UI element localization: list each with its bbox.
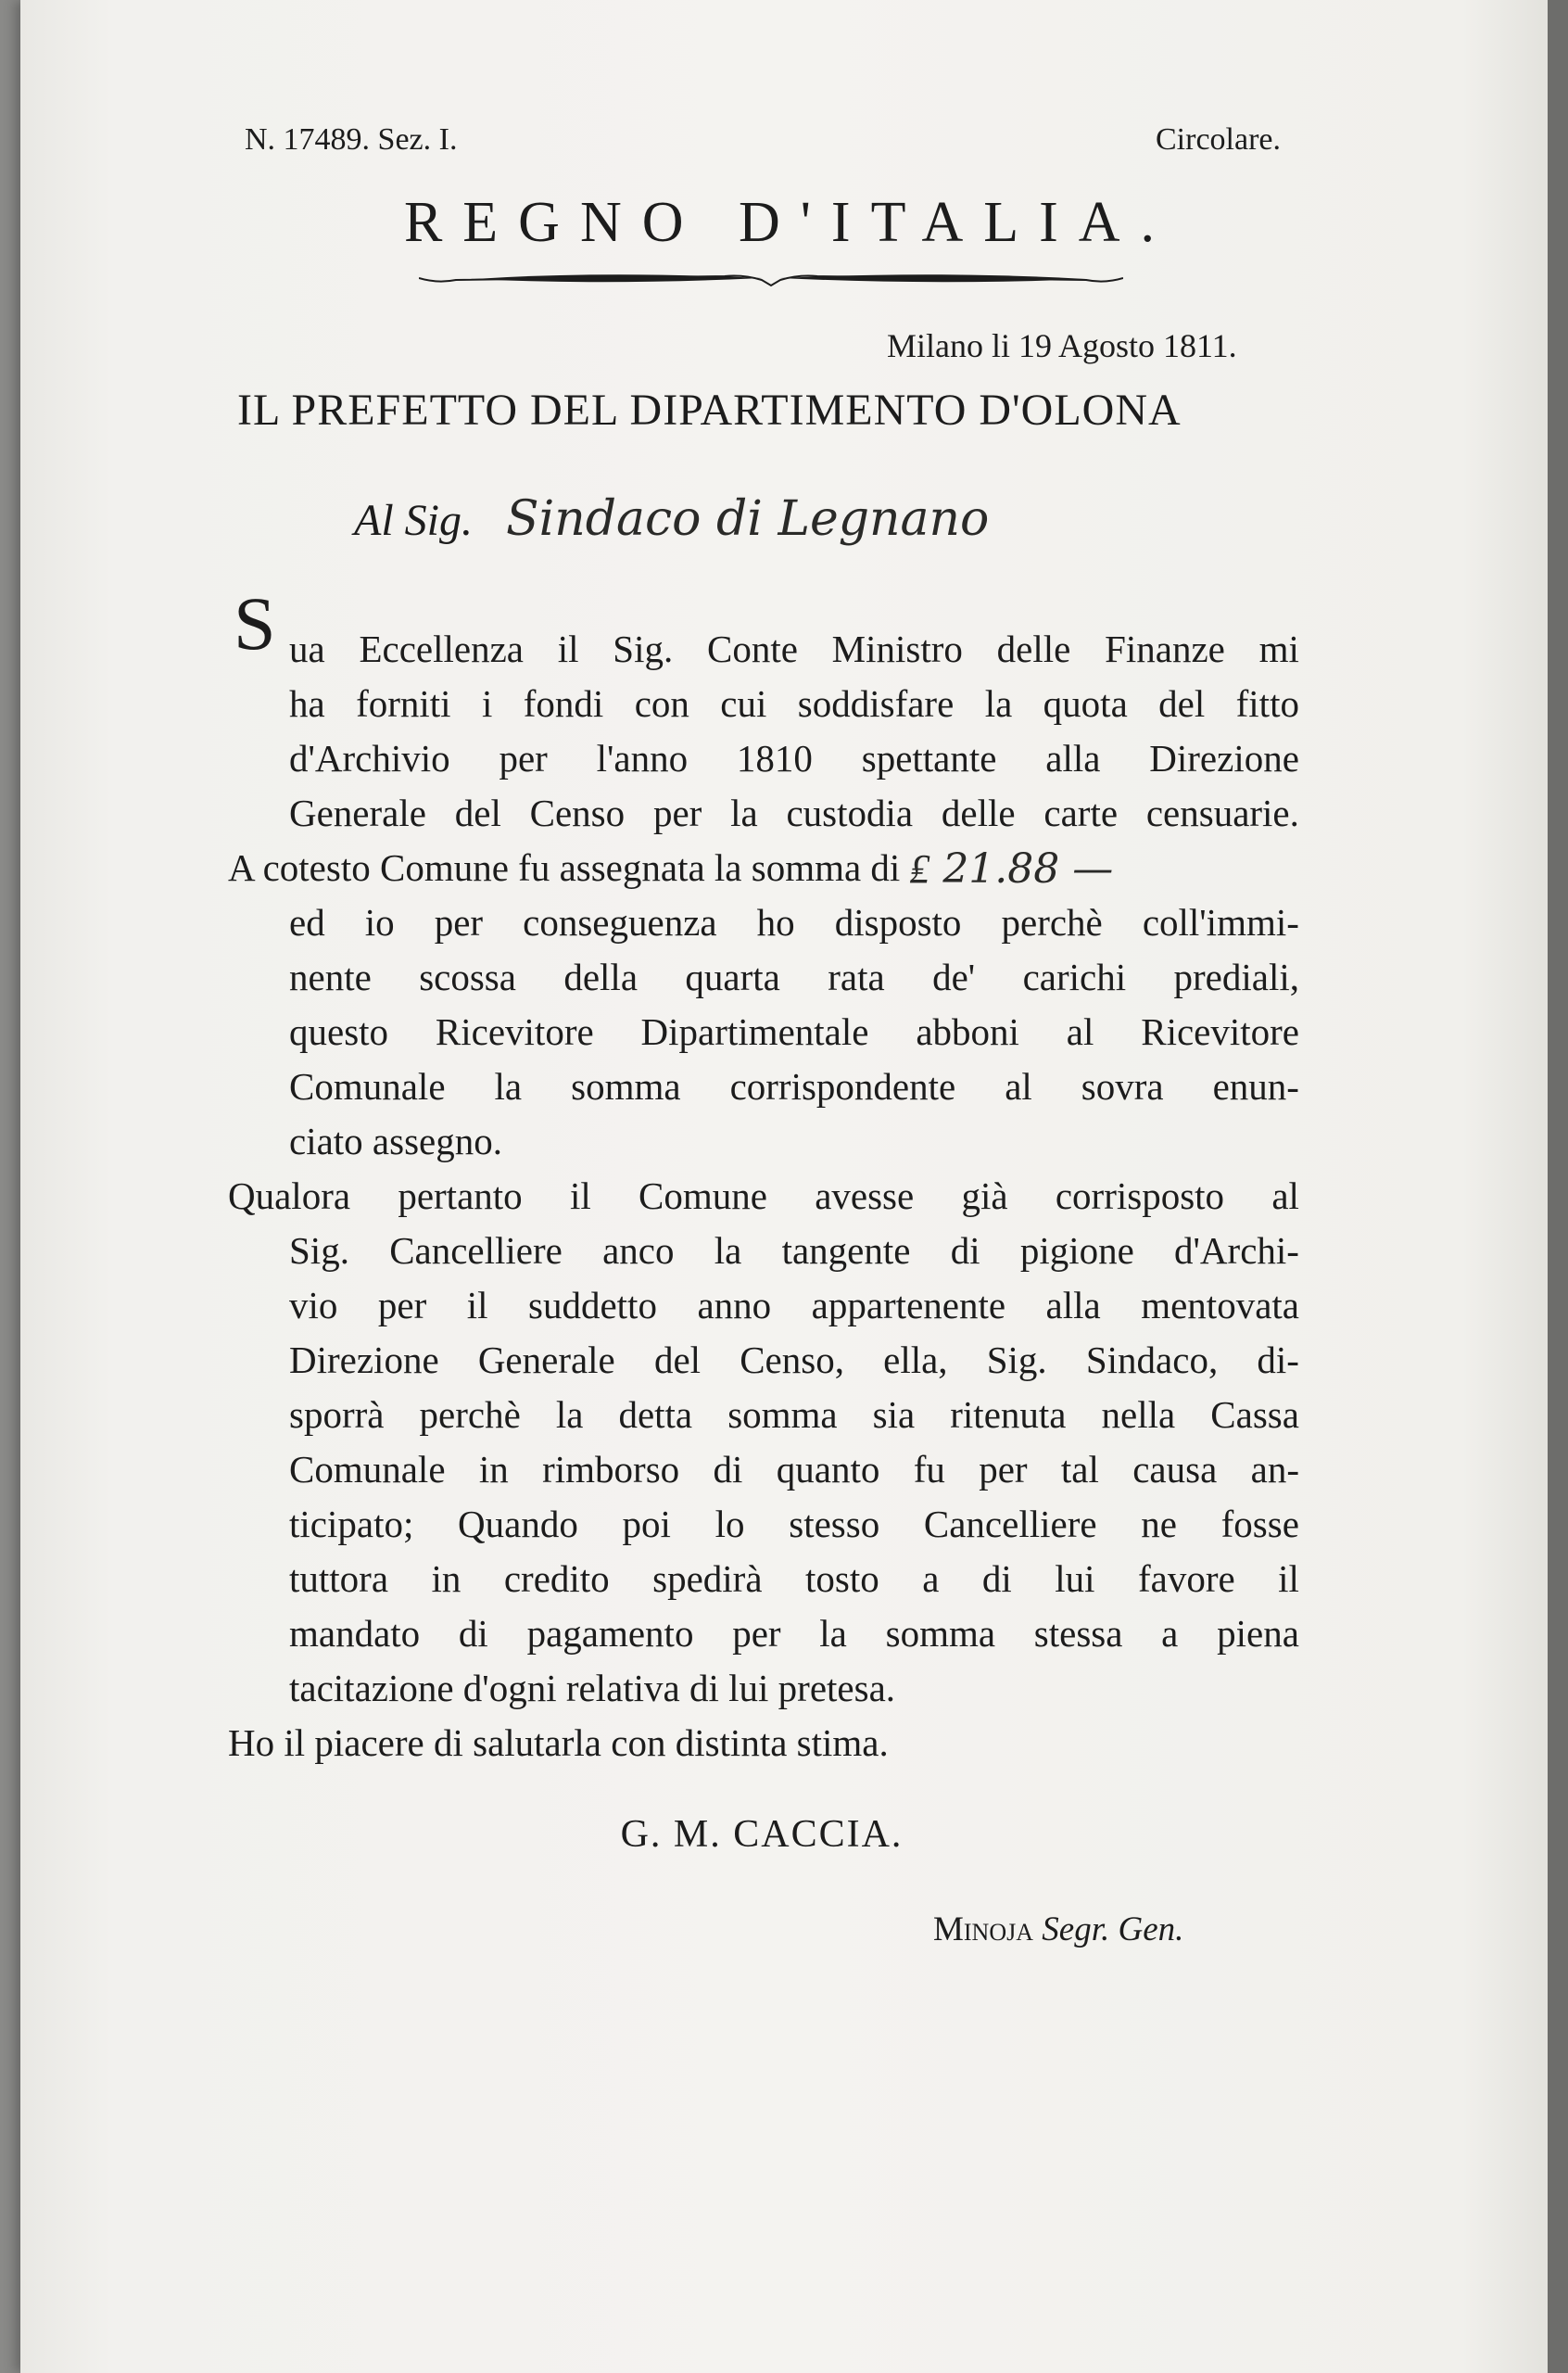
secretary-name: Minoja [933, 1910, 1034, 1948]
body-word: d'Archi- [1174, 1229, 1299, 1272]
body-word: ho [756, 901, 795, 944]
body-word: al [1271, 1174, 1299, 1217]
body-word: Sig. [613, 628, 674, 670]
body-word: alla [1045, 737, 1101, 780]
secretary-title: Segr. Gen. [1042, 1910, 1184, 1948]
body-word: il [569, 1174, 591, 1217]
body-word: del [653, 1339, 702, 1381]
body-word: soddisfare [797, 682, 955, 725]
body-word: Dipartimentale [640, 1010, 869, 1053]
body-word: coll'immi- [1142, 901, 1299, 944]
body-line [289, 900, 1299, 945]
body-word: Comunale [289, 1065, 446, 1108]
body-word: vio [289, 1284, 338, 1326]
body-word: della [563, 956, 639, 998]
body-word: stessa [1033, 1612, 1123, 1655]
body-word: lo [714, 1503, 745, 1545]
body-word: di [950, 1229, 980, 1272]
body-word: Direzione [289, 1339, 439, 1381]
body-word: detta [618, 1393, 693, 1436]
body-word: Cancelliere [389, 1229, 563, 1272]
body-word: i [481, 682, 493, 725]
addressee-printed: Al Sig. [354, 496, 473, 545]
document-date: Milano li 19 Agosto 1811. [887, 327, 1237, 364]
body-line [289, 681, 1299, 726]
body-line [289, 1338, 1299, 1382]
body-word: Cassa [1210, 1393, 1299, 1436]
body-line [289, 1283, 1299, 1327]
page-edge [1548, 0, 1568, 2373]
body-word: mentovata [1141, 1284, 1299, 1326]
handwritten-amount: ₤ 21.88 — [909, 845, 1114, 893]
body-word: io [364, 901, 395, 944]
reference-number: N. 17489. Sez. I. [245, 122, 458, 157]
body-word: de' [932, 956, 976, 998]
body-word: mi [1258, 628, 1299, 670]
body-word: rimborso [542, 1448, 680, 1491]
body-word: in [431, 1557, 462, 1600]
body-word: avesse [815, 1174, 915, 1217]
body-word: Censo, [740, 1339, 844, 1381]
body-word: ritenuta [950, 1393, 1067, 1436]
body-line [289, 791, 1299, 835]
body-word: sovra [1081, 1065, 1164, 1108]
body-word: fondi [523, 682, 604, 725]
letter-body [20, 0, 1554, 2373]
body-word: appartenente [811, 1284, 1006, 1326]
body-word: tosto [805, 1557, 879, 1600]
body-word: questo [289, 1010, 389, 1053]
body-word: Comune [639, 1174, 767, 1217]
body-word: alla [1045, 1284, 1101, 1326]
body-word: disposto [834, 901, 962, 944]
body-word: il [466, 1284, 488, 1326]
body-word: la [730, 792, 758, 834]
body-word: scossa [419, 956, 516, 998]
body-word: pertanto [398, 1174, 523, 1217]
body-word: causa [1132, 1448, 1218, 1491]
body-word: di [458, 1612, 488, 1655]
body-word: anno [697, 1284, 772, 1326]
body-word: al [1066, 1010, 1094, 1053]
body-line: Ho il piacere di salutarla con distinta stima. [228, 1721, 889, 1764]
body-word: lui [1055, 1557, 1095, 1600]
body-word: favore [1137, 1557, 1235, 1600]
body-word: fu [913, 1448, 945, 1491]
body-word: d'Archivio [289, 737, 450, 780]
body-word: la [494, 1065, 523, 1108]
body-word: al [1005, 1065, 1032, 1108]
body-word: fosse [1220, 1503, 1299, 1545]
body-word: 1810 [736, 737, 813, 780]
body-line [289, 736, 1299, 780]
body-word: poi [622, 1503, 671, 1545]
body-word: spettante [861, 737, 997, 780]
body-word: per [434, 901, 484, 944]
body-word: mandato [289, 1612, 421, 1655]
body-word: ticipato; [289, 1503, 414, 1545]
body-word: tangente [781, 1229, 911, 1272]
secretary-line [933, 1910, 1183, 1949]
body-word: il [1278, 1557, 1299, 1600]
body-word: abboni [916, 1010, 1019, 1053]
body-word: l'anno [596, 737, 689, 780]
body-word: Qualora [228, 1174, 351, 1217]
body-word: ne [1141, 1503, 1177, 1545]
body-word: a [1161, 1612, 1179, 1655]
body-word: suddetto [528, 1284, 657, 1326]
drop-cap: S [234, 581, 276, 666]
body-word: conseguenza [523, 901, 717, 944]
body-word: pigione [1019, 1229, 1134, 1272]
body-word: Sindaco, [1085, 1339, 1219, 1381]
circular-label: Circolare. [1156, 122, 1281, 157]
body-word: stesso [789, 1503, 880, 1545]
body-line [289, 627, 1299, 671]
body-word: anco [602, 1229, 675, 1272]
body-word: fitto [1235, 682, 1299, 725]
body-word: somma [727, 1393, 838, 1436]
body-word: ella, [883, 1339, 948, 1381]
body-word: carichi [1022, 956, 1127, 998]
body-word: rata [828, 956, 885, 998]
body-word: a [922, 1557, 940, 1600]
body-word: la [714, 1229, 742, 1272]
body-word: somma [885, 1612, 996, 1655]
body-line: ciato assegno. [289, 1120, 502, 1162]
body-word: Ricevitore [1141, 1010, 1299, 1053]
body-word: forniti [356, 682, 451, 725]
body-line [289, 1009, 1299, 1054]
body-word: di [981, 1557, 1012, 1600]
body-word: ed [289, 901, 325, 944]
body-line [289, 1228, 1299, 1273]
body-word: somma [571, 1065, 681, 1108]
body-word: sporrà [289, 1393, 385, 1436]
body-word: per [652, 792, 702, 834]
body-word: delle [941, 792, 1016, 834]
body-word: prediali, [1173, 956, 1299, 998]
body-line: A cotesto Comune fu assegnata la somma di ₤ 21.88 — [228, 845, 1114, 893]
body-word: Quando [458, 1503, 578, 1545]
body-word: Finanze [1105, 628, 1225, 670]
body-word: custodia [786, 792, 914, 834]
body-word: Censo [529, 792, 626, 834]
body-word: tuttora [289, 1557, 389, 1600]
body-word: Generale [289, 792, 426, 834]
body-word: per [377, 1284, 427, 1326]
body-word: Direzione [1149, 737, 1299, 780]
body-word: Conte [706, 628, 798, 670]
body-word: an- [1250, 1448, 1299, 1491]
body-word: per [499, 737, 548, 780]
body-word: del [454, 792, 501, 834]
body-word: nella [1101, 1393, 1176, 1436]
body-word: spedirà [652, 1557, 763, 1600]
body-line [289, 1064, 1299, 1109]
document-page [20, 0, 1554, 2373]
body-word: enun- [1212, 1065, 1299, 1108]
body-word: in [478, 1448, 509, 1491]
body-line [289, 1611, 1299, 1656]
body-word: tal [1060, 1448, 1099, 1491]
addressee-handwritten: Sindaco di Legnano [506, 491, 990, 547]
body-word: Ricevitore [435, 1010, 594, 1053]
body-word: quanto [776, 1448, 880, 1491]
body-word: carte [1043, 792, 1119, 834]
issuer-heading: IL PREFETTO DEL DIPARTIMENTO D'OLONA [237, 386, 1182, 435]
body-word: Sig. [289, 1229, 349, 1272]
body-word: Comunale [289, 1448, 446, 1491]
body-word: Eccellenza [359, 628, 524, 670]
body-line [228, 1174, 1299, 1218]
body-word: censuarie. [1145, 792, 1299, 834]
body-word: nente [289, 956, 372, 998]
body-word: credito [503, 1557, 610, 1600]
body-line: tacitazione d'ogni relativa di lui pretesa. [289, 1667, 896, 1709]
body-word: con [634, 682, 689, 725]
body-word: la [984, 682, 1013, 725]
body-line [289, 1556, 1299, 1601]
body-word: già [961, 1174, 1008, 1217]
body-line [289, 1447, 1299, 1491]
body-word: di [713, 1448, 743, 1491]
body-word: quarta [685, 956, 780, 998]
body-word: pagamento [526, 1612, 694, 1655]
body-word: delle [996, 628, 1071, 670]
body-word: Generale [477, 1339, 615, 1381]
kingdom-title: REGNO D'ITALIA. [403, 191, 1176, 254]
body-word: per [732, 1612, 781, 1655]
body-word: la [819, 1612, 847, 1655]
body-word: perchè [1001, 901, 1103, 944]
body-line [289, 1392, 1299, 1437]
body-word: il [557, 628, 579, 670]
signature-name: G. M. CACCIA. [620, 1813, 904, 1856]
body-word: ua [289, 628, 325, 670]
body-line [289, 955, 1299, 999]
body-word: Cancelliere [923, 1503, 1097, 1545]
body-word: perchè [419, 1393, 521, 1436]
body-word: Ministro [831, 628, 963, 670]
body-word: piena [1217, 1612, 1299, 1655]
body-word: di- [1257, 1339, 1299, 1381]
body-word: del [1158, 682, 1206, 725]
body-word: corrisposto [1055, 1174, 1225, 1217]
body-line [289, 1502, 1299, 1546]
body-word: la [555, 1393, 584, 1436]
body-word: corrispondente [729, 1065, 956, 1108]
body-word: ha [289, 682, 325, 725]
body-word: sia [872, 1393, 916, 1436]
body-word: Sig. [986, 1339, 1047, 1381]
body-word: per [979, 1448, 1028, 1491]
body-word: cui [720, 682, 767, 725]
body-word: quota [1043, 682, 1128, 725]
